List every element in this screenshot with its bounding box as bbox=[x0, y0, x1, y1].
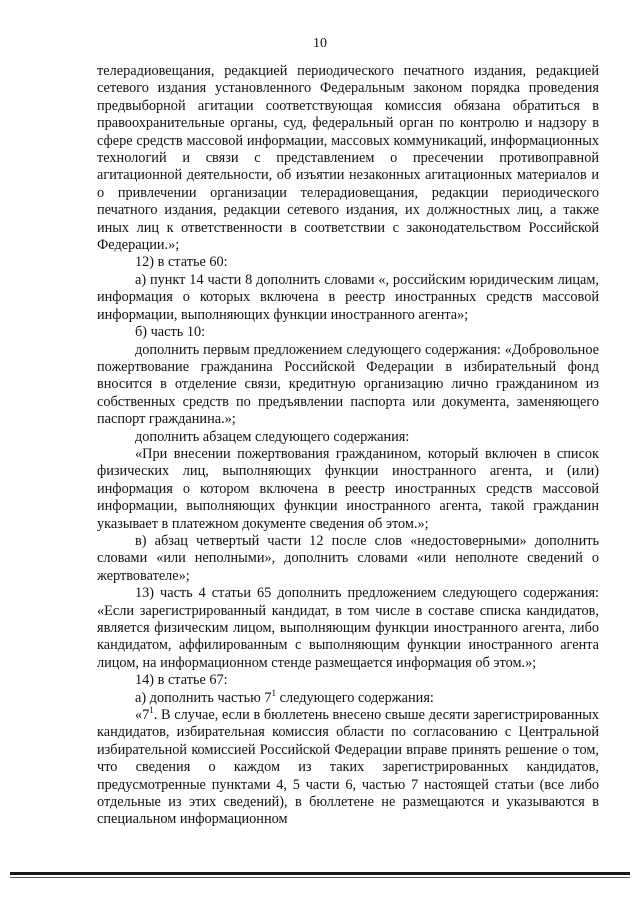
paragraph-quote-7-1-text: . В случае, если в бюллетень внесено свыше десяти зарегистрированных кандидатов, избирательная комиссия области по согласованию с Центральной избирательной комиссией Российской Федерации вправе принять решение о том, что сведения о каждом из таких зарегистрированных кандидатов, предусмотренные пунктами 4, 5 части 6, частью 7 настоящей статьи (все либо отдельные из этих сведений), в бюллетене не размещаются и указываются в специальном информационном bbox=[97, 707, 599, 828]
bottom-scan-border-thin bbox=[10, 877, 630, 878]
page-number: 10 bbox=[313, 36, 327, 51]
paragraph-item-12v: в) абзац четвертый части 12 после слов «недостоверными» дополнить словами «или неполными», дополнить словами «или неполноте сведений о жертвователе»; bbox=[97, 532, 599, 584]
paragraph-item-12a: а) пункт 14 части 8 дополнить словами «, российским юридическим лицам, информация о которых включена в реестр иностранных средств массовой информации, выполняющих функции иностранного агента»; bbox=[97, 271, 599, 323]
superscript-1: 1 bbox=[271, 687, 277, 698]
paragraph-item-12b-second: дополнить абзацем следующего содержания: bbox=[135, 428, 410, 445]
paragraph-item-14a-start: а) дополнить частью 7 bbox=[135, 689, 272, 706]
paragraph-item-12b-first: дополнить первым предложением следующего содержания: «Добровольное пожертвование гражданина Российской Федерации в избирательный фонд вносится в отделение связи, кредитную организацию лично гражданином из собственных средств по предъявлении паспорта или документа, заменяющего паспорт гражданина.»; bbox=[97, 341, 599, 428]
paragraph-item-12b: б) часть 10: bbox=[135, 324, 206, 341]
paragraph-item-14a-end: следующего содержания: bbox=[276, 689, 434, 706]
paragraph-item-12: 12) в статье 60: bbox=[135, 254, 228, 271]
paragraph-quote-7-1-start: «7 bbox=[135, 707, 150, 724]
bottom-scan-border bbox=[10, 872, 630, 875]
paragraph-continuation: телерадиовещания, редакцией периодического печатного издания, редакцией сетевого издания установленного Федеральным законом порядка проведения предвыборной агитации соответствующая комиссия обязана обратиться в правоохранительные органы, суд, федеральный орган по контролю и надзору в сфере средств массовой информации, массовых коммуникаций, информационных технологий и связи с представлением о пресечении противоправной агитационной деятельности, об изъятии незаконных агитационных материалов и о привлечении организации телерадиовещания, редакции периодического печатного издания, редакции сетевого издания, их должностных лиц, а также иных лиц к ответственности в соответствии с законодательством Российской Федерации.»; bbox=[97, 63, 599, 254]
paragraph-quote-donation: «При внесении пожертвования гражданином, который включен в список физических лиц, выполняющих функции иностранного агента, и (или) информация о котором включена в реестр иностранных средств массовой информации, выполняющих функции иностранного агента, такой гражданин указывает в платежном документе сведения об этом.»; bbox=[97, 445, 599, 532]
paragraph-item-14a bbox=[97, 687, 599, 707]
superscript-1: 1 bbox=[149, 705, 154, 716]
paragraph-item-14: 14) в статье 67: bbox=[135, 672, 228, 689]
paragraph-quote-part-7-1 bbox=[97, 707, 599, 829]
paragraph-item-13: 13) часть 4 статьи 65 дополнить предложением следующего содержания: «Если зарегистрированный кандидат, в том числе в составе списка кандидатов, является физическим лицом, выполняющим функции иностранного агента, либо кандидатом, аффилированным с выполняющим функции иностранного агента лицом, на информационном стенде размещается информация об этом.»; bbox=[97, 585, 599, 671]
document-body bbox=[97, 63, 599, 829]
